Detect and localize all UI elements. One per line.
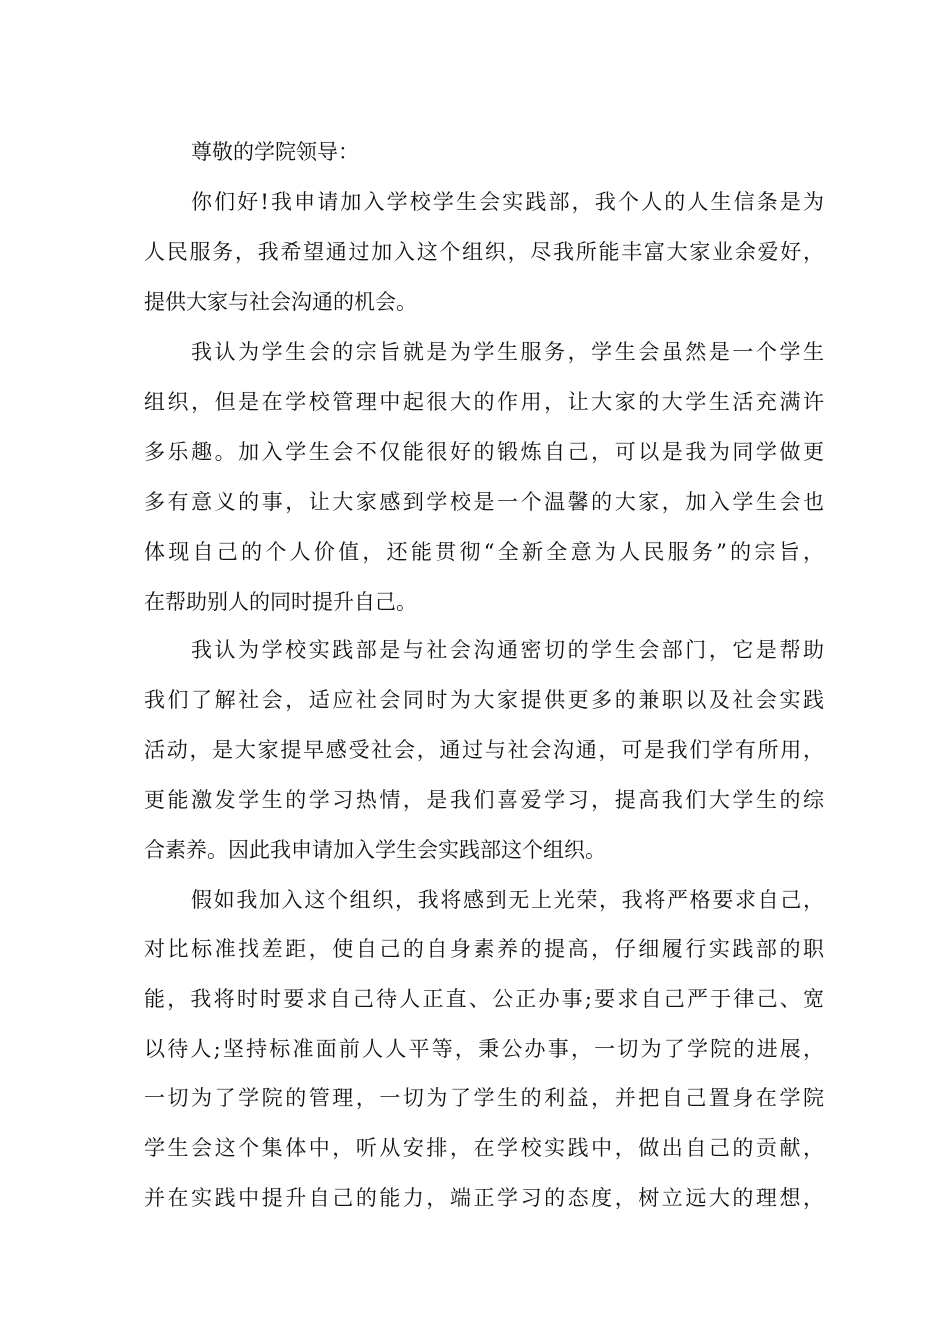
paragraph-line: 合素养。因此我申请加入学生会实践部这个组织。 [144, 838, 606, 862]
paragraph-line: 组织，但是在学校管理中起很大的作用，让大家的大学生活充满许 [144, 390, 824, 414]
paragraph-line: 对比标准找差距，使自己的自身素养的提高，仔细履行实践部的职 [144, 937, 824, 961]
paragraph-line: 我们了解社会，适应社会同时为大家提供更多的兼职以及社会实践 [144, 688, 824, 712]
paragraph-line: 在帮助别人的同时提升自己。 [144, 590, 417, 614]
paragraph-line: 假如我加入这个组织，我将感到无上光荣，我将严格要求自己， [191, 888, 824, 912]
paragraph-line: 多乐趣。加入学生会不仅能很好的锻炼自己，可以是我为同学做更 [144, 440, 824, 464]
salutation: 尊敬的学院领导： [191, 140, 359, 164]
paragraph-line: 我认为学生会的宗旨就是为学生服务，学生会虽然是一个学生 [191, 340, 824, 364]
paragraph-line: 学生会这个集体中，听从安排，在学校实践中，做出自己的贡献， [144, 1136, 824, 1160]
paragraph-line: 更能激发学生的学习热情，是我们喜爱学习，提高我们大学生的综 [144, 788, 824, 812]
paragraph-line: 体现自己的个人价值，还能贯彻“全新全意为人民服务”的宗旨， [144, 540, 824, 564]
paragraph-line: 一切为了学院的管理，一切为了学生的利益，并把自己置身在学院 [144, 1086, 824, 1110]
paragraph-line: 能，我将时时要求自己待人正直、公正办事;要求自己严于律己、宽 [144, 987, 824, 1011]
paragraph-line: 我认为学校实践部是与社会沟通密切的学生会部门，它是帮助 [191, 638, 824, 662]
paragraph-line: 多有意义的事，让大家感到学校是一个温馨的大家，加入学生会也 [144, 490, 824, 514]
paragraph-line: 以待人;坚持标准面前人人平等，秉公办事，一切为了学院的进展， [144, 1037, 824, 1061]
paragraph-line: 你们好!我申请加入学校学生会实践部，我个人的人生信条是为 [191, 190, 824, 214]
paragraph-line: 并在实践中提升自己的能力，端正学习的态度，树立远大的理想， [144, 1186, 824, 1210]
paragraph-line: 活动，是大家提早感受社会，通过与社会沟通，可是我们学有所用， [144, 738, 824, 762]
paragraph-line: 人民服务，我希望通过加入这个组织，尽我所能丰富大家业余爱好， [144, 240, 824, 264]
paragraph-line: 提供大家与社会沟通的机会。 [144, 290, 417, 314]
